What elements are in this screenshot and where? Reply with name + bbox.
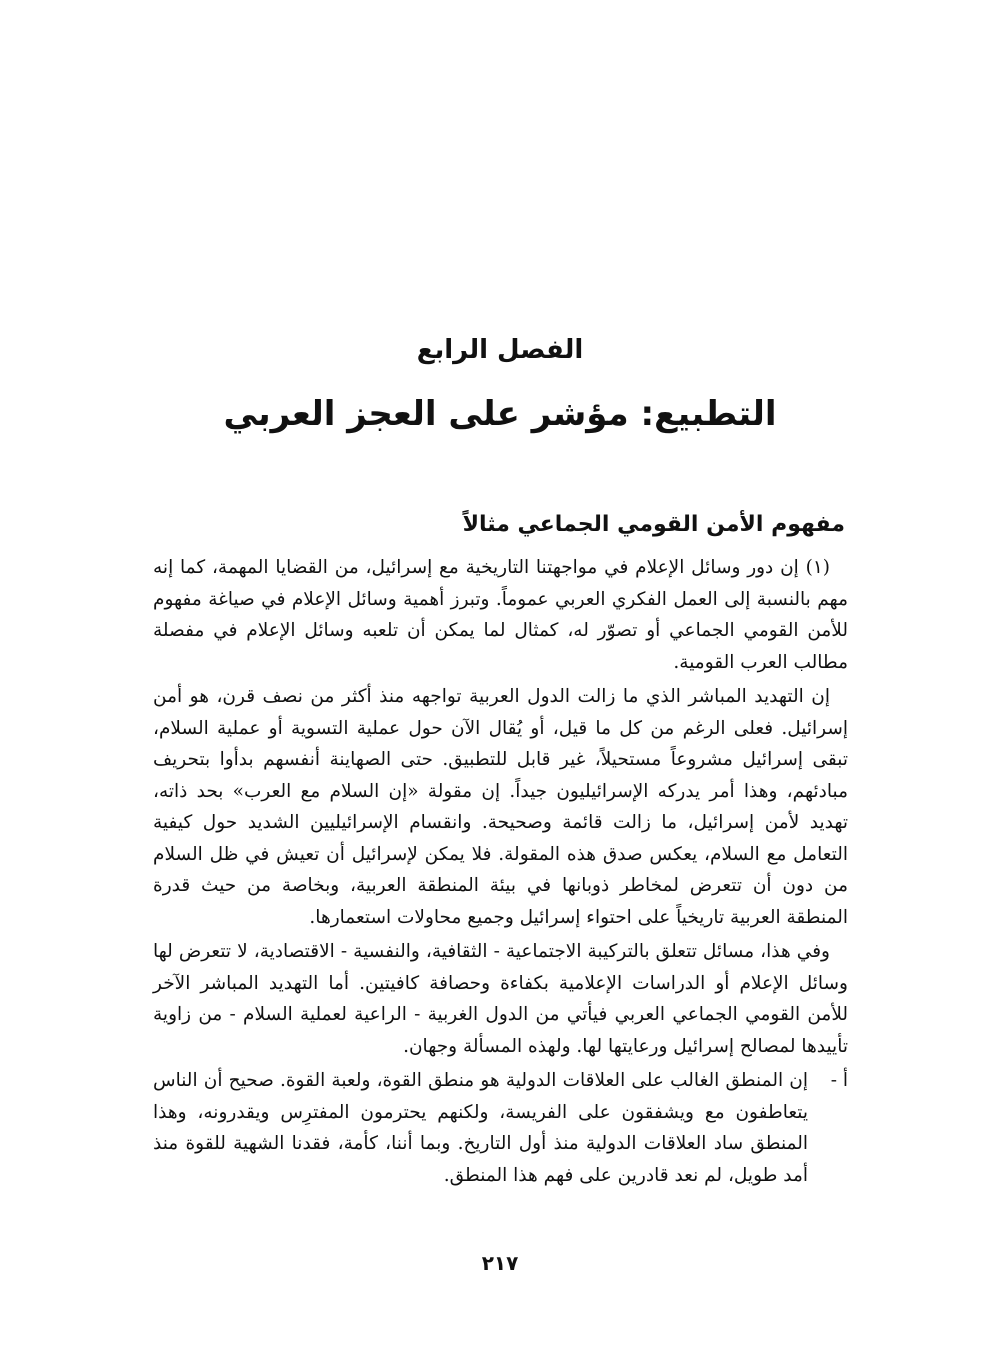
list-item (153, 1065, 848, 1191)
list-item-text: إن المنطق الغالب على العلاقات الدولية هو منطق القوة، ولعبة القوة. صحيح أن الناس يتعاطفون مع ويشفقون على الفريسة، ولكنهم يحترمون المفترِس ويقدرونه، وهذا المنطق ساد العلاقات الدولية منذ أول التاريخ. وبما أننا، كأمة، فقدنا الشهية للقوة منذ أمد طويل، لم نعد قادرين على فهم هذا المنطق. (153, 1070, 808, 1186)
paragraph-3: وفي هذا، مسائل تتعلق بالتركيبة الاجتماعية - الثقافية، والنفسية - الاقتصادية، لا تتعرض لها وسائل الإعلام أو الدراسات الإعلامية بكفاءة وحصافة كافيتين. أما التهديد المباشر الآخر للأمن القومي الجماعي العربي فيأتي من الدول الغربية - الراعية لعملية السلام - من زاوية تأييدها لمصالح إسرائيل ورعايتها لها. ولهذه المسألة وجهان. (153, 941, 848, 1057)
body-text (153, 552, 848, 1191)
paragraph-2: إن التهديد المباشر الذي ما زالت الدول العربية تواجهه منذ أكثر من نصف قرن، هو أمن إسرائيل. فعلى الرغم من كل ما قيل، أو يُقال الآن حول عملية التسوية أو عملية السلام، تبقى إسرائيل مشروعاً مستحيلاً، غير قابل للتطبيق. حتى الصهاينة أنفسهم بدأوا بتحريف مبادئهم، وهذا أمر يدركه الإسرائيليون جيداً. إن مقولة «إن السلام مع العرب» بحد ذاته، تهديد لأمن إسرائيل، ما زالت قائمة وصحيحة. وانقسام الإسرائيليين الشديد حول كيفية التعامل مع السلام، يعكس صدق هذه المقولة. فلا يمكن لإسرائيل أن تعيش في ظل السلام من دون أن تتعرض لمخاطر ذوبانها في بيئة المنطقة العربية، وبخاصة من حيث قدرة المنطقة العربية تاريخياً على احتواء إسرائيل وجميع محاولات استعمارها. (153, 686, 848, 928)
section-heading: مفهوم الأمن القومي الجماعي مثالاً (462, 512, 845, 537)
list-item-marker: أ - (830, 1070, 848, 1091)
page-number: ٢١٧ (481, 1251, 519, 1275)
chapter-title: التطبيع: مؤشر على العجز العربي (223, 394, 777, 434)
chapter-label: الفصل الرابع (416, 335, 584, 365)
paragraph-1: (١) إن دور وسائل الإعلام في مواجهتنا التاريخية مع إسرائيل، من القضايا المهمة، كما إنه مهم بالنسبة إلى العمل الفكري العربي عموماً. وتبرز أهمية وسائل الإعلام في صياغة مفهوم للأمن القومي الجماعي أو تصوّر له، كمثال لما يمكن أن تلعبه وسائل الإعلام في مفصلة مطالب العرب القومية. (153, 557, 848, 673)
